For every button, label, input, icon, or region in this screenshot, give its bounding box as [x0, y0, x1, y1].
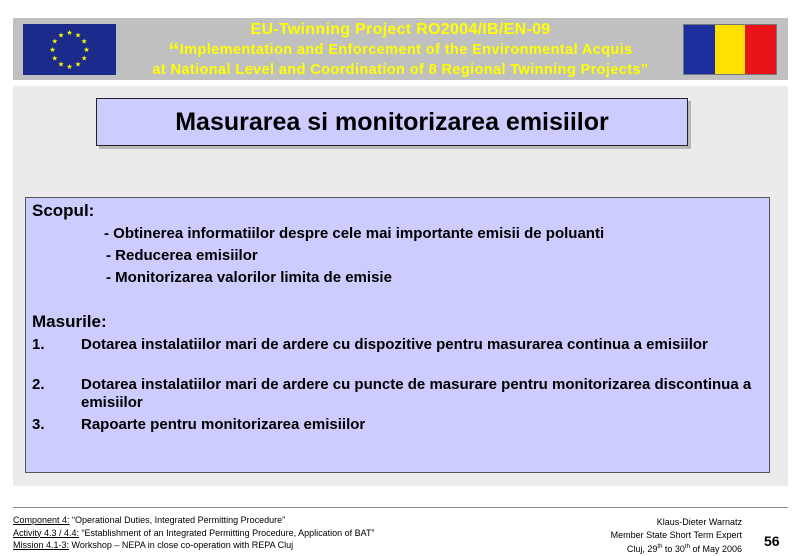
eu-flag	[23, 24, 116, 75]
slide-title: Masurarea si monitorizarea emisiilor	[175, 107, 609, 136]
scope-item: - Reducerea emisiilor	[106, 247, 258, 264]
project-subtitle-line1: “Implementation and Enforcement of the Environmental Acquis	[168, 38, 633, 63]
project-title: EU-Twinning Project RO2004/IB/EN-09	[250, 21, 551, 38]
footer-component: Component 4: “Operational Duties, Integrated Permitting Procedure”	[13, 515, 286, 525]
romania-flag	[683, 24, 777, 75]
eu-star-icon: ★	[81, 38, 88, 46]
footer-expert	[611, 516, 742, 556]
expert-name: Klaus-Dieter Warnatz	[656, 517, 742, 527]
scope-item: - Obtinerea informatiilor despre cele mai importante emisii de poluanti	[104, 225, 605, 242]
eu-star-icon: ★	[83, 47, 90, 54]
measure-number: 2.	[32, 376, 45, 393]
eu-star-icon: ★	[49, 47, 56, 54]
measure-item: Rapoarte pentru monitorizarea emisiilor	[81, 416, 366, 433]
eu-star-icon: ★	[57, 61, 65, 69]
project-subtitle-line2: at National Level and Coordination of 8 Regional Twinning Projects”	[152, 62, 649, 78]
measure-item: Dotarea instalatiilor mari de ardere cu puncte de masurare pentru monitorizarea discontinua a emisiilor	[81, 376, 752, 411]
measure-number: 3.	[32, 416, 45, 433]
scope-heading: Scopul:	[32, 201, 95, 220]
eu-star-icon: ★	[66, 30, 73, 37]
footer-credits	[13, 514, 375, 552]
eu-star-icon: ★	[74, 32, 82, 40]
measure-number: 1.	[32, 336, 45, 353]
event-date: Cluj, 29th to 30th of May 2006	[626, 544, 742, 554]
eu-star-icon: ★	[51, 55, 58, 63]
expert-role: Member State Short Term Expert	[610, 529, 742, 540]
eu-star-icon: ★	[74, 61, 82, 69]
header-text	[123, 22, 678, 78]
measure-item: Dotarea instalatiilor mari de ardere cu dispozitive pentru masurarea continua a emisiilor	[81, 336, 708, 353]
header-banner	[13, 18, 788, 80]
eu-stars-icon	[23, 24, 116, 75]
slide-title-box	[96, 98, 688, 146]
eu-star-icon: ★	[51, 38, 58, 46]
footer-activity: Activity 4.3 / 4.4: “Establishment of an Integrated Permitting Procedure, Application of BAT”	[13, 527, 375, 538]
measures-heading: Masurile:	[32, 312, 107, 331]
content-box	[25, 197, 770, 473]
page-number: 56	[764, 533, 780, 549]
eu-star-icon: ★	[66, 64, 73, 71]
scope-item: - Monitorizarea valorilor limita de emisie	[106, 269, 392, 286]
footer-mission: Mission 4.1-3: Workshop – NEPA in close co-operation with REPA Cluj	[13, 540, 294, 550]
eu-star-icon: ★	[57, 32, 65, 40]
footer-divider	[13, 507, 788, 508]
eu-star-icon: ★	[81, 55, 88, 63]
